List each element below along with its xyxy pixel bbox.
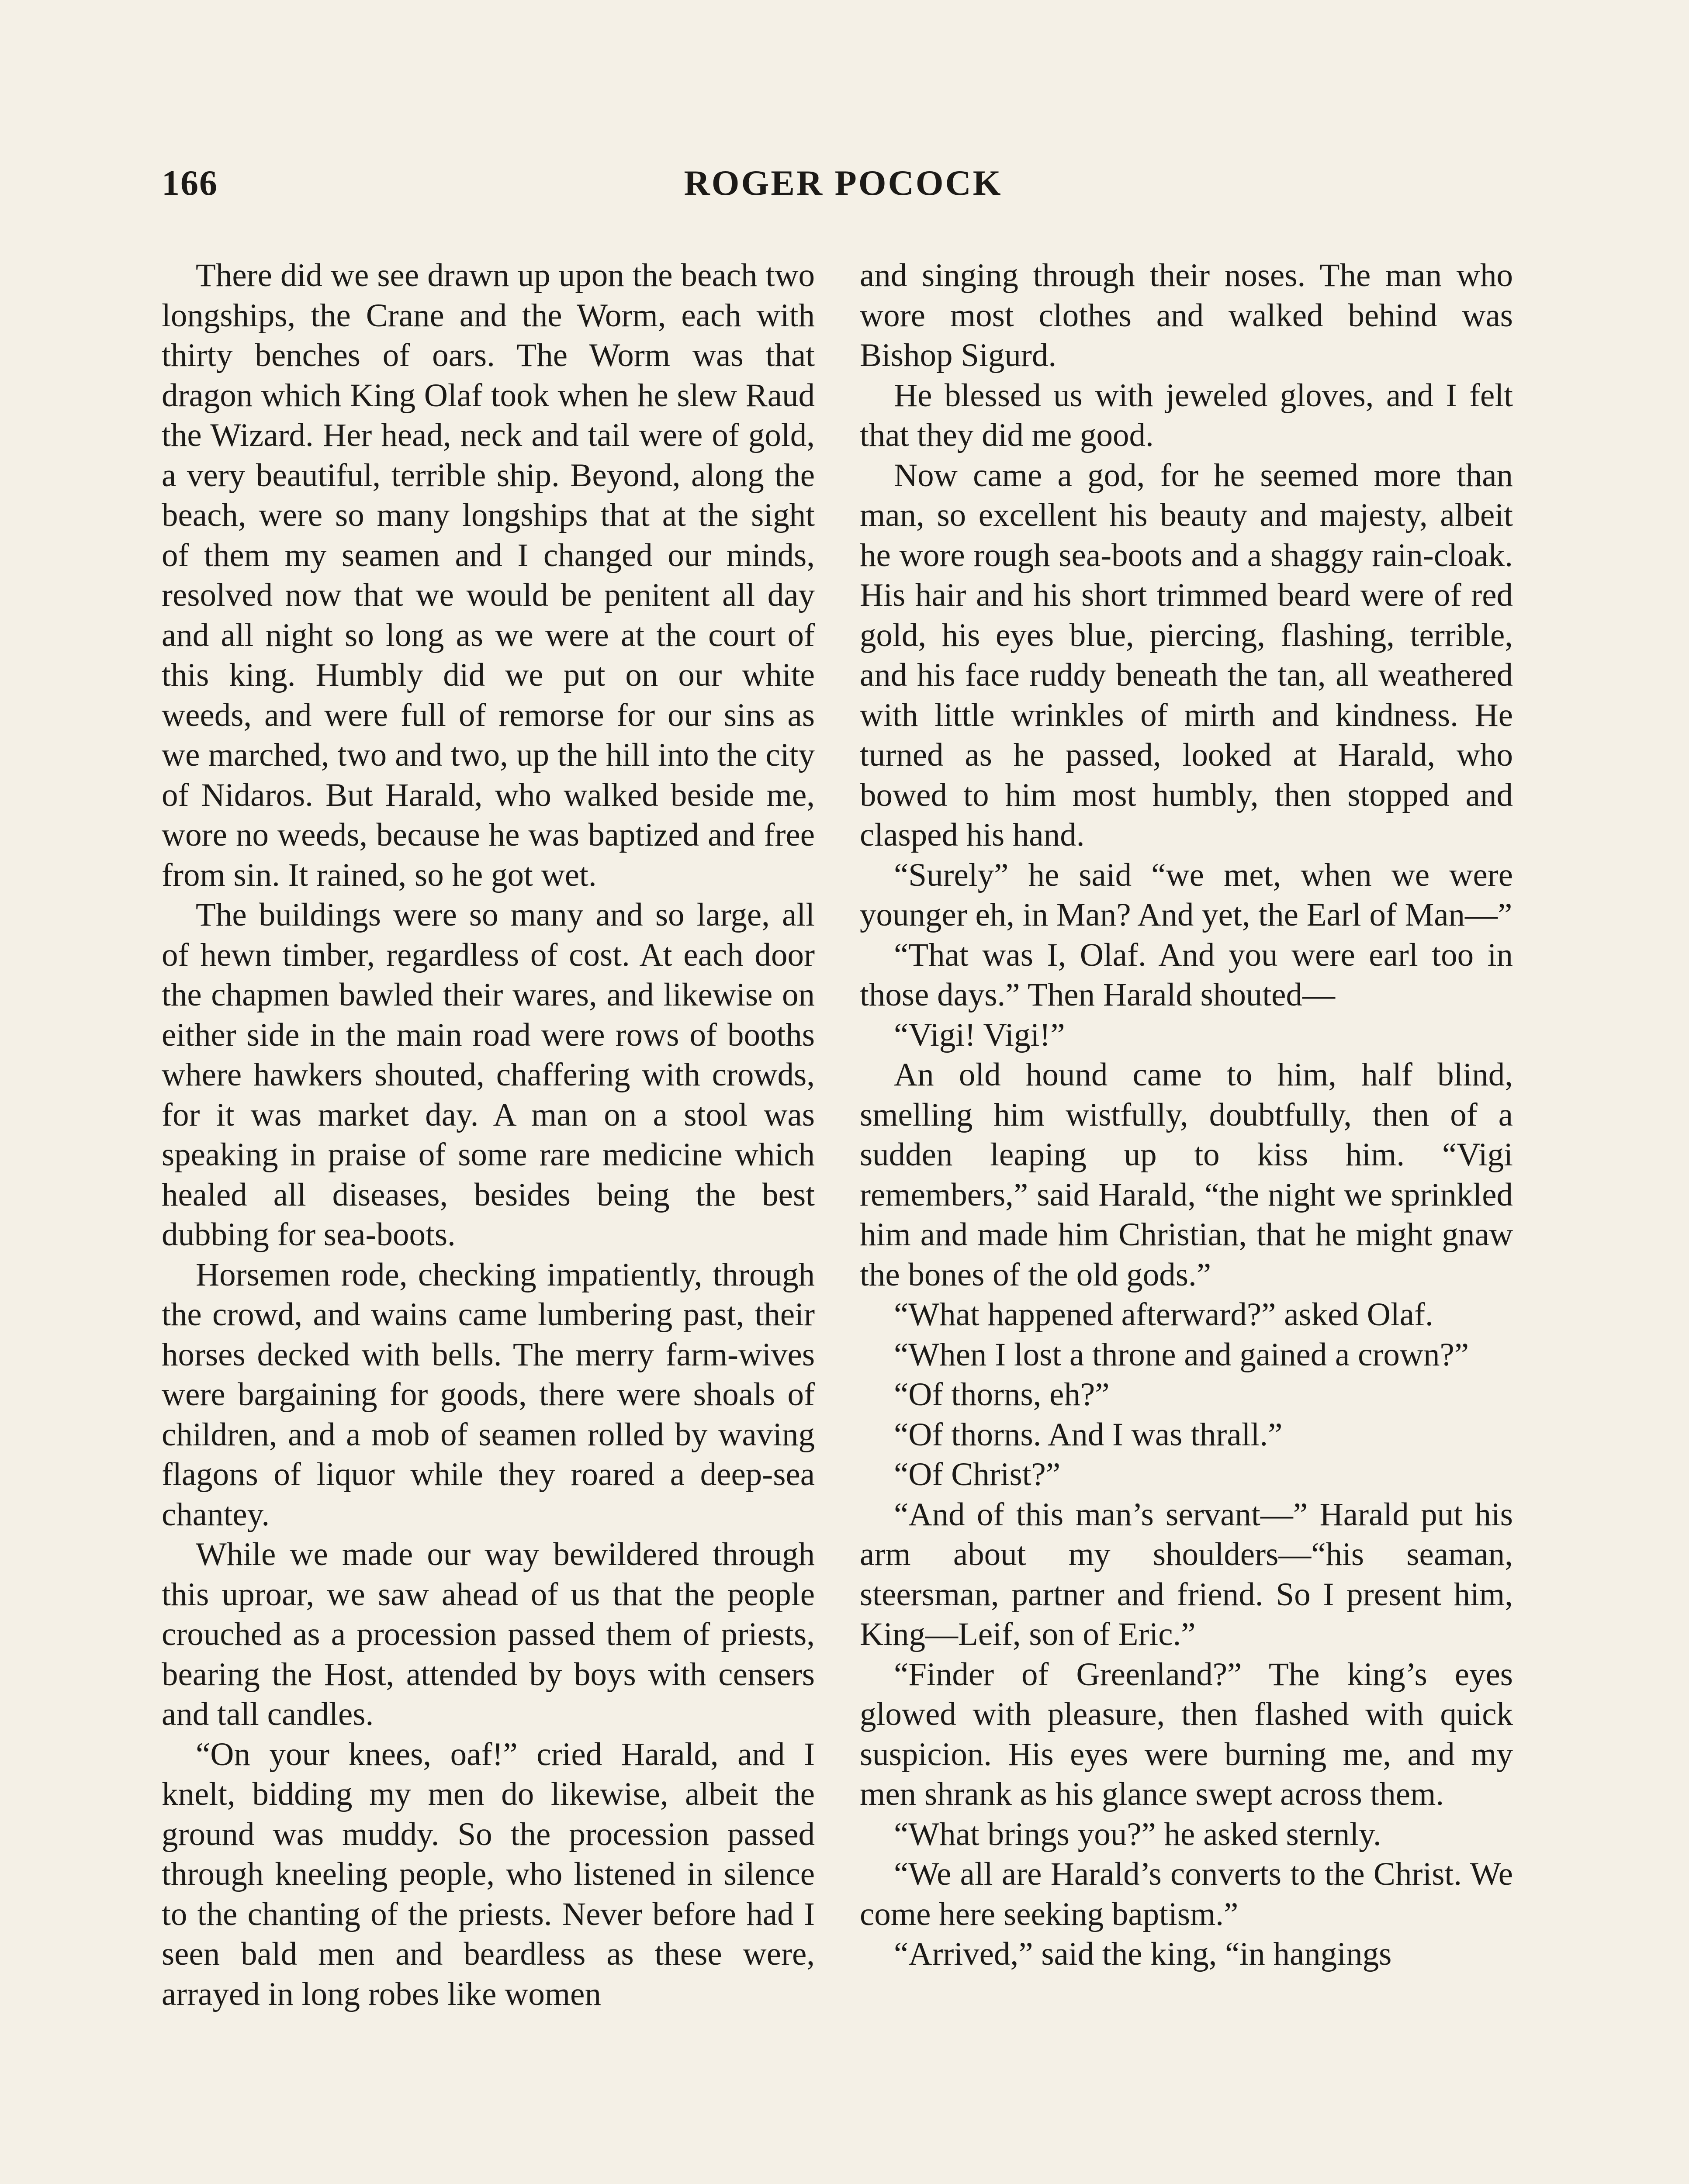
paragraph: The buildings were so many and so large, all of hewn timber, regardless of cost. At each door the chapmen bawled their wares, and likewise on either side in the main road were rows of booths where hawkers shouted, chaffering with crowds, for it was market day. A man on a stool was speaking in praise of some rare medicine which healed all diseases, besides being the best dubbing for sea-boots. [162,897,815,1253]
paragraph: Horsemen rode, checking impatiently, through the crowd, and wains came lumbering past, their horses decked with bells. The merry farm-wives were bargaining for goods, there were shoals of children, and a mob of seamen rolled by waving flagons of liquor while they roared a deep-sea chantey. [162,1256,815,1533]
running-head-author: ROGER POCOCK [684,163,1003,203]
paragraph: While we made our way bewildered through this uproar, we saw ahead of us that the people crouched as a procession passed them of priests, bearing the Host, attended by boys with censers and tall candles. [162,1536,815,1732]
paragraph-continuation: and singing through their noses. The man who wore most clothes and walked behind was Bishop Sigurd. [860,257,1513,373]
paragraph: “Of thorns, eh?” [894,1376,1110,1413]
paragraph: “Of Christ?” [894,1456,1061,1493]
text-column-right [860,256,1513,1974]
paragraph: “Surely” he said “we met, when we were younger eh, in Man? And yet, the Earl of Man—” [860,857,1513,933]
page-number: 166 [162,163,218,203]
paragraph: “Of thorns. And I was thrall.” [894,1416,1283,1453]
paragraph: He blessed us with jeweled gloves, and I felt that they did me good. [860,377,1513,453]
paragraph: “We all are Harald’s converts to the Christ. We come here seeking baptism.” [860,1856,1513,1932]
paragraph: “When I lost a throne and gained a crown?” [894,1336,1469,1373]
paragraph: “Finder of Greenland?” The king’s eyes glowed with pleasure, then flashed with quick suspicion. His eyes were burning me, and my men shrank as his glance swept across them. [860,1656,1513,1812]
paragraph: Now came a god, for he seemed more than man, so excellent his beauty and majesty, albeit he wore rough sea-boots and a shaggy rain-cloak. His hair and his short trimmed beard were of red gold, his eyes blue, piercing, flashing, terrible, and his face ruddy beneath the tan, all weathered with little wrinkles of mirth and kindness. He turned as he passed, looked at Harald, who bowed to him most humbly, then stopped and clasped his hand. [860,457,1513,853]
paragraph: An old hound came to him, half blind, smelling him wistfully, doubtfully, then of a sudden leaping up to kiss him. “Vigi remembers,” said Harald, “the night we sprinkled him and made him Christian, that he might gnaw the bones of the old gods.” [860,1057,1513,1293]
paragraph: “And of this man’s servant—” Harald put his arm about my shoulders—“his seaman, steersman, partner and friend. So I present him, King—Leif, son of Eric.” [860,1496,1513,1652]
paragraph: There did we see drawn up upon the beach two longships, the Crane and the Worm, each with thirty benches of oars. The Worm was that dragon which King Olaf took when he slew Raud the Wizard. Her head, neck and tail were of gold, a very beautiful, terrible ship. Beyond, along the beach, were so many longships that at the sight of them my seamen and I changed our minds, resolved now that we would be penitent all day and all night so long as we were at the court of this king. Humbly did we put on our white weeds, and were full of remorse for our sins as we marched, two and two, up the hill into the city of Nidaros. But Harald, who walked beside me, wore no weeds, because he was baptized and free from sin. It rained, so he got wet. [162,257,815,893]
text-column-left [162,256,815,2014]
paragraph: “What happened afterward?” asked Olaf. [894,1296,1433,1333]
paragraph: “That was I, Olaf. And you were earl too in those days.” Then Harald shouted— [860,936,1513,1013]
page-header [162,162,1525,215]
paragraph: “Arrived,” said the king, “in hangings [894,1936,1392,1972]
paragraph: “What brings you?” he asked sternly. [894,1816,1381,1852]
paragraph: “Vigi! Vigi!” [894,1016,1065,1053]
paragraph: “On your knees, oaf!” cried Harald, and I knelt, bidding my men do likewise, albeit the ground was muddy. So the procession passed through kneeling people, who listened in silence to the chanting of the priests. Never before had I seen bald men and beardless as these were, arrayed in long robes like women [162,1736,815,2012]
